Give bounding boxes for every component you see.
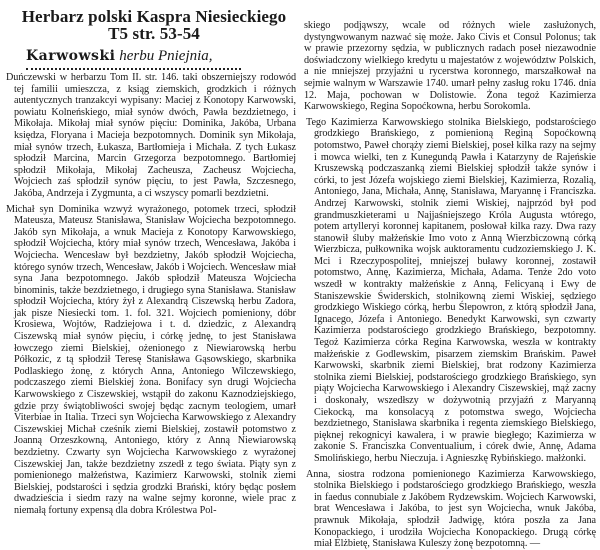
title-line-1: Herbarz polski Kaspra Niesieckiego <box>21 7 287 26</box>
paragraph: skiego podjąwszy, wcale od różnych wiele zasłużonych, dystyngwowanym nazwać się może. Jako Civis et Consul Polonus; tak w prawie przezorny sędzia, w publicznych radach poseł niezawodnie doświadczony wielkiego kredytu u majestatów z województw Polskich, a nie mniejszej przyjaźni u rycerstwa koronnego, marszałkował na sejmie walnym w Warszawie 1740. umarł pełny zasług roku 1746. dnia 12. Maja, pochowan w Dolistowie. Żona tegoż Kazimierza Karwowskiego, Regina Sopoćkowna, herbu Sorokomla. <box>304 20 596 113</box>
right-column <box>304 18 596 550</box>
paragraph: Anna, siostra rodzona pomienionego Kazimierza Karwowskiego, stolnika Bielskiego i podstarościego grodzkiego Brańskiego, weszła in faedus connubiale z Jakóbem Rydzewskim. Wojciech Karwowski, brat Wencesława i Jakóba, to jest syn Wojciecha, wnuk Jakóba, prawnuk Mikołaja, spłodził Jadwigę, która poszła za Jana Konopackiego, i urodziła Wojciecha Konopackiego. Drugą córkę miał Elżbietę, Stanisława Kuleszy żonę bezpotomną. — <box>306 468 596 550</box>
coat-of-arms: herbu Pniejnia, <box>119 48 213 64</box>
document-title <box>4 8 296 42</box>
dotted-separator <box>26 68 241 70</box>
left-column <box>4 0 296 517</box>
family-name: Karwowski <box>26 48 116 64</box>
entry-heading <box>26 48 296 65</box>
paragraph: Duńczewski w herbarzu Tom II. str. 146. taki obszerniejszy rodowód tej familii umieszcza, z ksiąg ziemskich, grodzkich i różnych autentycznych tranzakcyi wypisany: Maciej z Konotopy Karwowski, powiatu Kolneńskiego, miał synów dwóch, Pawła bezdzietnego, i Mikołaja. Mikołaj miał synów pięciu: Dominika, Jakóba, Urbana księdza, Floryana i Macieja bezpotomnych. Dominik syn Mikołaja, miał synów trzech, Łukasza, Bartłomieja i Michała. Z tych Łukasz spłodził Marcina, Marcin Grzegorza bezpotomnego. Bartłomiej spłodził Mikołaja, Mikołaj Zacheusza, Zacheusz Wojciecha, Wojciech zaś spłodził synów pięciu, to jest Pawła, Szczesnego, Jakóba, Andrzeja i Zygmunta, a ci wszyscy pomarli bezdzietni. <box>6 72 296 199</box>
title-line-2: T5 str. 53-54 <box>108 24 200 43</box>
paragraph: Michał syn Dominika wzwyż wyrażonego, potomek trzeci, spłodził Mateusza, Mateusz Stanisława, Stanisław Wojciecha bezpotomnego. Jakób syn Mikołaja, a wnuk Macieja z Konotopy Karwowskiego, spłodził Wojciecha, który miał synów trzech, Wencesława, Jakóba i Wojciecha. Wencesław był bezdzietny, Jakób spłodził Wojciecha, którego synów trzech, Wencesław, Jakób i Wojciech. Wencesław miał syna Jana bezpotomnego. Jakób spłodził Mateusza Wojciecha binominis, także bezdzietnego, i drugiego syna Stanisława. Stanisław spłodził Wojciecha, który żył z Alexandrą Ciszewską herbu Zadora, jak pisze Niesiecki tom. 1. fol. 321. Wojciech pomieniony, dóbr Krosiewa, Wojtów, Radziejowa i t. d. dziedzic, z Alexandrą Ciszewską miał synów pięciu, i córkę jednę, to jest Stanisława łowczego ziemi Bielskiej, ożenionego z Niewiarowską herbu Półkozic, z tą spłodził Teresę Stanisława Gąsowskiego, skarbnika Podlaskiego żonę, z których Anna, Antoniego Wilczewskiego, podczaszego ziemi Bielskiej żona. Bonifacy syn drugi Wojciecha Karwowskiego z Ciszewskiej, wstąpił do zakonu Kaznodziejskiego, gdzie przy świątobliwości swojej będąc zacnym teologiem, umarł Viterbiae in Italia. Trzeci syn Wojciecha Karwowskiego z Alexandry Ciszewskiej Michał cześnik ziemi Bielskiej, zostawił potomstwo z Joanną Orzeszkowną, Antoniego, który z Anną Niewiarowską bezdzietny. Czwarty syn Wojciecha Karwowskiego z wyrażonej Ciszewskiej Jan, także bezdzietny zszedł z tego świata. Piąty syn z pomienionego małżeństwa, Kazimierz Karwowski, stolnik ziemi Bielskiej, podstarości i sędzia grodzki Brański, który będąc posłem dwadzieścia i siedm razy na walne sejmy koronne, wiele prac z niemałą fortuny expensą dla dobra Królestwa Pol- <box>6 203 296 516</box>
paragraph: Tego Kazimierza Karwowskiego stolnika Bielskiego, podstarościego grodzkiego Brańskiego, z pomienioną Reginą Sopoćkowną potomstwo, Paweł chorąży ziemi Bielskiej, poseł kilka razy na sejmy i mowca wielki, ten z Kunegundą Pawła i Katarzyny de Rajeńskie Kruszewską podczaszanką ziemi Bielskiej spłodził także synów i córki, to jest Józefa wojskiego ziemi Bielskiej, Kazimierza, Rozalią, Antoniego, Jana, Michała, Annę, Stanisława, Maryannę i Franciszka. Andrzej Karwowski, stolnik ziemi Wiskiej, najprzód był pod grandmuszkieterami u Najjaśniejszego Króla Augusta wtórego, potem artylleryi koronnej kapitanem, posłował kilka razy. Dwa razy stanowił śluby małżeńskie Imo voto z Anną Wierzbiczowną córką Wierzbicza, pułkownika wojsk auktoramentu cudzoziemskiego J. K. Mci i Rzeczypospolitej, mniejszej buławy koronnej, zostawił potomstwo, Annę, Kazimierza, Michała, Adama. Tenże 2do voto wszedł w kontrakty małżeńskie z Anną, Felicyaną i Ewy de Staniszewskie Świderskich, stolnikowną ziemi Wiskiej, sędziego grodzkiego Wiskiego córką, herbu Ślepowron, z którą spłodził Jana, Ignacego, Józefa i Antoniego. Benedykt Karwowski, syn czwarty Kazimierza podstarościego grodzkiego Brańskiego, bezpotomny. Tegoż Kazimierza córka Regina Karwowska, weszła w kontrakty małżeńskie z Godlewskim, pisarzem ziemskim Brańskim. Paweł Karwowski, skarbnik ziemi Bielskiej, brat rodzony Kazimierza stolnika ziemi Bielskiej, podstarościego grodzkiego Brańskiego, syn piąty Wojciecha Karwowskiego i Alexandry Ciszewskiej, mąż zacny i doskonały, wszedłszy w dożywotnią przyjaźń z Maryanną Ciekocką, ma konsolacyą z potomstwa swego, Wojciecha bezdzietnego, Stanisława skarbnika i regenta ziemskiego Bielskiego, pięknej rekognicyi kawalera, i w prawie biegłego; Kazimierza w zakonie S. Franciszka Conventualium, i córek dwie, Annę, Adama Smolińskiego, herbu Nieczuja. i Agnieszkę Rybińskiego. małżonki. <box>306 116 596 464</box>
